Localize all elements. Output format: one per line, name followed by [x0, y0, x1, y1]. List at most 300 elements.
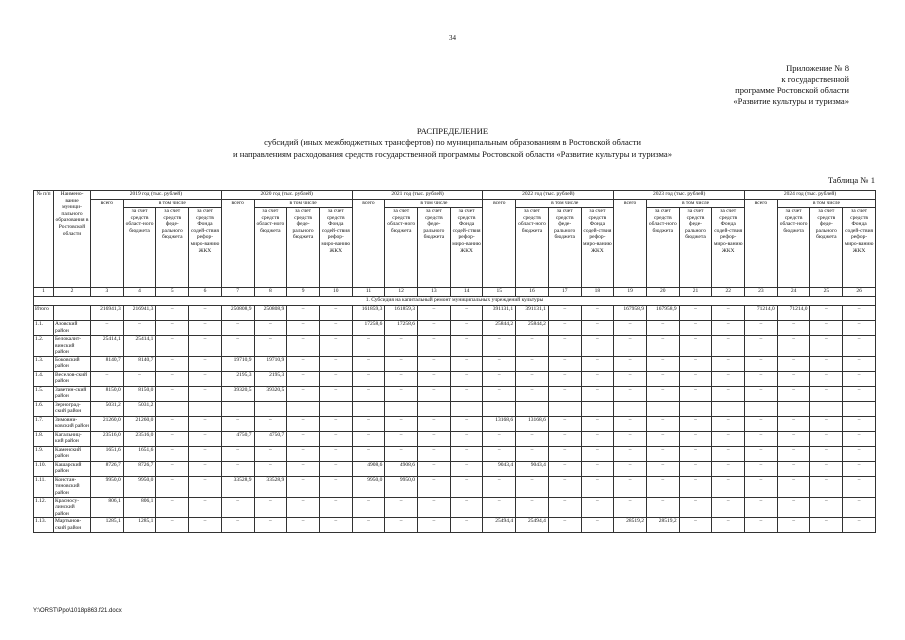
- row-name: [54, 306, 91, 321]
- column-number: 15: [483, 288, 516, 297]
- value-cell: –: [646, 497, 679, 518]
- value-cell: –: [221, 461, 254, 476]
- column-number: 14: [450, 288, 483, 297]
- value-cell: –: [385, 336, 418, 357]
- header-number: № п/п: [34, 191, 54, 288]
- value-cell: 28519,2: [614, 518, 647, 533]
- table-row: [34, 306, 876, 321]
- value-cell: 9043,4: [483, 461, 516, 476]
- value-cell: –: [581, 416, 614, 431]
- value-cell: –: [385, 356, 418, 371]
- value-cell: –: [548, 431, 581, 446]
- value-cell: –: [123, 321, 156, 336]
- value-cell: –: [679, 356, 712, 371]
- value-cell: –: [254, 321, 287, 336]
- value-cell: 21260,0: [123, 416, 156, 431]
- value-cell: 161859,3: [352, 306, 385, 321]
- value-cell: –: [679, 336, 712, 357]
- row-number: 1.6.: [34, 401, 54, 416]
- value-cell: –: [516, 431, 549, 446]
- value-cell: –: [712, 518, 745, 533]
- row-name: Веселов-ский район: [54, 371, 91, 386]
- column-number: 21: [679, 288, 712, 297]
- column-number: 25: [810, 288, 843, 297]
- value-cell: 4750,7: [254, 431, 287, 446]
- column-number: 10: [319, 288, 352, 297]
- row-number: Итого: [34, 306, 54, 321]
- value-cell: –: [581, 446, 614, 461]
- column-number: 22: [712, 288, 745, 297]
- column-number: 23: [745, 288, 778, 297]
- value-cell: 9043,4: [516, 461, 549, 476]
- row-number: 1.12.: [34, 497, 54, 518]
- column-number: 17: [548, 288, 581, 297]
- value-cell: –: [614, 416, 647, 431]
- value-cell: –: [646, 371, 679, 386]
- value-cell: –: [221, 321, 254, 336]
- table-row: [34, 518, 876, 533]
- appendix-line: Приложение № 8: [786, 63, 849, 73]
- value-cell: –: [712, 431, 745, 446]
- value-cell: –: [679, 476, 712, 497]
- row-name: Красносу-линский район: [54, 497, 91, 518]
- value-cell: –: [810, 306, 843, 321]
- value-cell: –: [712, 476, 745, 497]
- value-cell: –: [810, 497, 843, 518]
- source-header: за счет средств област-ного бюджета: [777, 208, 810, 288]
- value-cell: –: [319, 356, 352, 371]
- value-cell: [254, 401, 287, 416]
- value-cell: –: [679, 518, 712, 533]
- row-number: 1.3.: [34, 356, 54, 371]
- value-cell: [712, 401, 745, 416]
- value-cell: –: [450, 321, 483, 336]
- value-cell: –: [679, 386, 712, 401]
- value-cell: –: [745, 386, 778, 401]
- value-cell: [352, 401, 385, 416]
- table-row: [34, 497, 876, 518]
- value-cell: –: [581, 356, 614, 371]
- value-cell: –: [614, 356, 647, 371]
- value-cell: –: [450, 306, 483, 321]
- value-cell: –: [843, 416, 876, 431]
- value-cell: –: [287, 306, 320, 321]
- value-cell: –: [548, 356, 581, 371]
- value-cell: –: [189, 446, 222, 461]
- value-cell: –: [254, 416, 287, 431]
- value-cell: 21260,0: [91, 416, 124, 431]
- value-cell: –: [450, 461, 483, 476]
- value-cell: –: [843, 476, 876, 497]
- value-cell: –: [385, 497, 418, 518]
- value-cell: –: [385, 431, 418, 446]
- value-cell: –: [483, 356, 516, 371]
- value-cell: –: [418, 518, 451, 533]
- value-cell: –: [450, 371, 483, 386]
- row-name: Зерноград-ский район: [54, 401, 91, 416]
- value-cell: –: [319, 371, 352, 386]
- value-cell: [189, 401, 222, 416]
- value-cell: –: [712, 416, 745, 431]
- value-cell: 28519,2: [646, 518, 679, 533]
- column-number: 19: [614, 288, 647, 297]
- heading-subtitle: субсидий (иных межбюджетных трансфертов) по муниципальным образованиям в Ростовской области: [264, 137, 641, 148]
- value-cell: 806,1: [123, 497, 156, 518]
- value-cell: –: [254, 446, 287, 461]
- value-cell: [581, 401, 614, 416]
- value-cell: –: [189, 476, 222, 497]
- row-name: Каменский район: [54, 446, 91, 461]
- value-cell: –: [679, 306, 712, 321]
- table-row: [34, 461, 876, 476]
- value-cell: –: [352, 356, 385, 371]
- value-cell: [156, 401, 189, 416]
- value-cell: –: [745, 497, 778, 518]
- value-cell: 161859,3: [385, 306, 418, 321]
- value-cell: –: [614, 446, 647, 461]
- value-cell: 9950,0: [123, 476, 156, 497]
- value-cell: [483, 401, 516, 416]
- value-cell: –: [483, 431, 516, 446]
- column-number: 11: [352, 288, 385, 297]
- including-header: в том числе: [254, 200, 352, 208]
- source-header: за счет средств област-ного бюджета: [123, 208, 156, 288]
- source-header: за счет средств феде-рального бюджета: [418, 208, 451, 288]
- value-cell: [221, 401, 254, 416]
- value-cell: –: [450, 386, 483, 401]
- value-cell: –: [156, 321, 189, 336]
- value-cell: –: [810, 416, 843, 431]
- source-header: за счет средств област-ного бюджета: [385, 208, 418, 288]
- value-cell: –: [548, 306, 581, 321]
- value-cell: –: [287, 497, 320, 518]
- value-cell: –: [254, 336, 287, 357]
- source-header: за счет средств феде-рального бюджета: [679, 208, 712, 288]
- value-cell: –: [745, 518, 778, 533]
- total-header: всего: [352, 200, 385, 288]
- value-cell: –: [221, 446, 254, 461]
- value-cell: [679, 401, 712, 416]
- value-cell: –: [843, 461, 876, 476]
- value-cell: 8150,0: [123, 386, 156, 401]
- section-title: 1. Субсидия на капитальный ремонт муниципальных учреждений культуры: [34, 297, 876, 306]
- value-cell: –: [548, 371, 581, 386]
- value-cell: –: [483, 476, 516, 497]
- table-row: [34, 356, 876, 371]
- value-cell: –: [810, 476, 843, 497]
- table-row: [34, 401, 876, 416]
- value-cell: 25414,1: [123, 336, 156, 357]
- source-header: за счет средств Фонда содей-ствия рефор-миро-ванию ЖКХ: [450, 208, 483, 288]
- value-cell: –: [91, 371, 124, 386]
- value-cell: –: [189, 518, 222, 533]
- value-cell: 4750,7: [221, 431, 254, 446]
- value-cell: [287, 401, 320, 416]
- table-row: [34, 336, 876, 357]
- value-cell: –: [418, 386, 451, 401]
- value-cell: –: [418, 306, 451, 321]
- value-cell: 8726,7: [91, 461, 124, 476]
- value-cell: –: [777, 461, 810, 476]
- value-cell: –: [581, 431, 614, 446]
- value-cell: –: [450, 416, 483, 431]
- value-cell: –: [843, 386, 876, 401]
- distribution-table: [33, 190, 876, 533]
- value-cell: –: [189, 371, 222, 386]
- value-cell: –: [189, 306, 222, 321]
- column-number: 6: [189, 288, 222, 297]
- value-cell: –: [712, 461, 745, 476]
- value-cell: –: [745, 321, 778, 336]
- value-cell: –: [843, 356, 876, 371]
- value-cell: –: [581, 306, 614, 321]
- value-cell: –: [483, 497, 516, 518]
- value-cell: –: [91, 321, 124, 336]
- value-cell: [319, 401, 352, 416]
- row-name: Белокалит-винский район: [54, 336, 91, 357]
- appendix-line: программе Ростовской области: [735, 85, 849, 95]
- value-cell: 216941,3: [91, 306, 124, 321]
- value-cell: –: [352, 386, 385, 401]
- appendix-line: «Развитие культуры и туризма»: [733, 96, 849, 106]
- value-cell: –: [352, 416, 385, 431]
- value-cell: 13168,6: [483, 416, 516, 431]
- source-header: за счет средств Фонда содей-ствия рефор-миро-ванию ЖКХ: [712, 208, 745, 288]
- value-cell: 17258,6: [385, 321, 418, 336]
- value-cell: –: [418, 446, 451, 461]
- value-cell: –: [319, 446, 352, 461]
- value-cell: –: [287, 356, 320, 371]
- row-name: Азовский район: [54, 321, 91, 336]
- value-cell: –: [646, 386, 679, 401]
- table-row: [34, 431, 876, 446]
- value-cell: –: [189, 386, 222, 401]
- value-cell: 13168,6: [516, 416, 549, 431]
- value-cell: –: [679, 321, 712, 336]
- column-number: 3: [91, 288, 124, 297]
- value-cell: –: [156, 431, 189, 446]
- value-cell: 25414,1: [91, 336, 124, 357]
- including-header: в том числе: [646, 200, 744, 208]
- value-cell: –: [843, 371, 876, 386]
- row-name: Заветин-ский район: [54, 386, 91, 401]
- value-cell: –: [614, 461, 647, 476]
- value-cell: –: [385, 518, 418, 533]
- table-row: [34, 386, 876, 401]
- value-cell: –: [843, 446, 876, 461]
- value-cell: [810, 401, 843, 416]
- value-cell: –: [156, 306, 189, 321]
- value-cell: 25494,4: [483, 518, 516, 533]
- value-cell: 216941,3: [123, 306, 156, 321]
- value-cell: –: [483, 336, 516, 357]
- value-cell: –: [745, 356, 778, 371]
- value-cell: –: [483, 386, 516, 401]
- value-cell: –: [712, 321, 745, 336]
- value-cell: –: [777, 336, 810, 357]
- value-cell: –: [679, 461, 712, 476]
- value-cell: –: [843, 306, 876, 321]
- total-header: всего: [483, 200, 516, 288]
- value-cell: 25494,4: [516, 518, 549, 533]
- value-cell: –: [189, 336, 222, 357]
- value-cell: –: [646, 446, 679, 461]
- value-cell: –: [287, 476, 320, 497]
- value-cell: –: [581, 476, 614, 497]
- value-cell: –: [745, 416, 778, 431]
- value-cell: 8726,7: [123, 461, 156, 476]
- row-number: 1.5.: [34, 386, 54, 401]
- value-cell: –: [679, 431, 712, 446]
- value-cell: 1285,1: [91, 518, 124, 533]
- column-number: 18: [581, 288, 614, 297]
- value-cell: 391131,1: [483, 306, 516, 321]
- value-cell: –: [156, 461, 189, 476]
- value-cell: 17258,6: [352, 321, 385, 336]
- source-header: за счет средств феде-рального бюджета: [548, 208, 581, 288]
- value-cell: 4908,6: [385, 461, 418, 476]
- value-cell: –: [843, 518, 876, 533]
- value-cell: –: [418, 371, 451, 386]
- row-name: Констан-тиновский район: [54, 476, 91, 497]
- value-cell: –: [614, 336, 647, 357]
- value-cell: –: [287, 336, 320, 357]
- value-cell: –: [287, 321, 320, 336]
- value-cell: [777, 401, 810, 416]
- including-header: в том числе: [516, 200, 614, 208]
- value-cell: –: [614, 321, 647, 336]
- value-cell: 8150,0: [91, 386, 124, 401]
- value-cell: –: [581, 321, 614, 336]
- value-cell: –: [287, 386, 320, 401]
- source-header: за счет средств Фонда содей-ствия рефор-миро-ванию ЖКХ: [581, 208, 614, 288]
- column-number: 26: [843, 288, 876, 297]
- value-cell: –: [221, 497, 254, 518]
- value-cell: –: [810, 461, 843, 476]
- value-cell: –: [548, 321, 581, 336]
- value-cell: –: [156, 386, 189, 401]
- row-number: 1.13.: [34, 518, 54, 533]
- value-cell: –: [548, 461, 581, 476]
- value-cell: –: [450, 518, 483, 533]
- value-cell: –: [712, 446, 745, 461]
- value-cell: –: [418, 497, 451, 518]
- value-cell: [548, 401, 581, 416]
- value-cell: –: [745, 371, 778, 386]
- row-number: 1.4.: [34, 371, 54, 386]
- value-cell: 23516,0: [123, 431, 156, 446]
- value-cell: –: [614, 371, 647, 386]
- heading-subtitle: и направлениям расходования средств государственной программы Ростовской области «Развитие культуры и туризма»: [232, 148, 672, 159]
- value-cell: 250808,9: [221, 306, 254, 321]
- value-cell: –: [450, 476, 483, 497]
- source-header: за счет средств област-ного бюджета: [254, 208, 287, 288]
- value-cell: –: [614, 431, 647, 446]
- value-cell: –: [646, 321, 679, 336]
- value-cell: –: [548, 446, 581, 461]
- value-cell: –: [777, 386, 810, 401]
- value-cell: –: [352, 336, 385, 357]
- value-cell: –: [189, 461, 222, 476]
- value-cell: –: [319, 476, 352, 497]
- value-cell: [385, 401, 418, 416]
- page-number: 34: [449, 34, 456, 42]
- value-cell: –: [548, 416, 581, 431]
- year-header: 2023 год (тыс. рублей): [614, 191, 745, 200]
- value-cell: –: [319, 321, 352, 336]
- value-cell: –: [843, 336, 876, 357]
- value-cell: –: [581, 461, 614, 476]
- value-cell: –: [418, 321, 451, 336]
- row-number: 1.8.: [34, 431, 54, 446]
- value-cell: 2195,3: [221, 371, 254, 386]
- column-number: 16: [516, 288, 549, 297]
- value-cell: –: [352, 431, 385, 446]
- value-cell: [418, 401, 451, 416]
- total-header: всего: [614, 200, 647, 288]
- including-header: в том числе: [123, 200, 221, 208]
- value-cell: 167958,9: [646, 306, 679, 321]
- value-cell: –: [156, 336, 189, 357]
- value-cell: –: [516, 371, 549, 386]
- value-cell: [745, 401, 778, 416]
- file-path-footer: Y:\ORST\Ppo\1018p863.f21.docx: [33, 608, 122, 614]
- value-cell: –: [385, 386, 418, 401]
- value-cell: 23516,0: [91, 431, 124, 446]
- value-cell: –: [450, 431, 483, 446]
- value-cell: –: [679, 371, 712, 386]
- value-cell: –: [221, 518, 254, 533]
- value-cell: –: [319, 431, 352, 446]
- value-cell: 1651,6: [123, 446, 156, 461]
- source-header: за счет средств феде-рального бюджета: [287, 208, 320, 288]
- row-name: Кагальниц-кий район: [54, 431, 91, 446]
- value-cell: –: [352, 371, 385, 386]
- header-name: Наимено-вание муници-пального образования в Ростовской области: [54, 191, 91, 288]
- value-cell: 25844,2: [516, 321, 549, 336]
- value-cell: –: [810, 431, 843, 446]
- column-number: 13: [418, 288, 451, 297]
- value-cell: –: [810, 356, 843, 371]
- value-cell: –: [450, 497, 483, 518]
- value-cell: –: [418, 431, 451, 446]
- value-cell: –: [189, 416, 222, 431]
- value-cell: 167958,9: [614, 306, 647, 321]
- value-cell: 39320,5: [221, 386, 254, 401]
- value-cell: –: [581, 371, 614, 386]
- value-cell: 71214,0: [745, 306, 778, 321]
- value-cell: –: [679, 446, 712, 461]
- value-cell: 2195,3: [254, 371, 287, 386]
- value-cell: –: [614, 386, 647, 401]
- value-cell: –: [646, 416, 679, 431]
- value-cell: –: [712, 497, 745, 518]
- value-cell: –: [712, 336, 745, 357]
- column-number: 2: [54, 288, 91, 297]
- value-cell: –: [843, 497, 876, 518]
- value-cell: –: [450, 336, 483, 357]
- value-cell: 5031,2: [123, 401, 156, 416]
- value-cell: –: [745, 476, 778, 497]
- value-cell: –: [319, 461, 352, 476]
- value-cell: –: [810, 446, 843, 461]
- appendix-block: [609, 63, 849, 107]
- document-heading: [0, 126, 905, 160]
- table-row: [34, 371, 876, 386]
- value-cell: –: [745, 431, 778, 446]
- value-cell: –: [418, 336, 451, 357]
- total-header: всего: [745, 200, 778, 288]
